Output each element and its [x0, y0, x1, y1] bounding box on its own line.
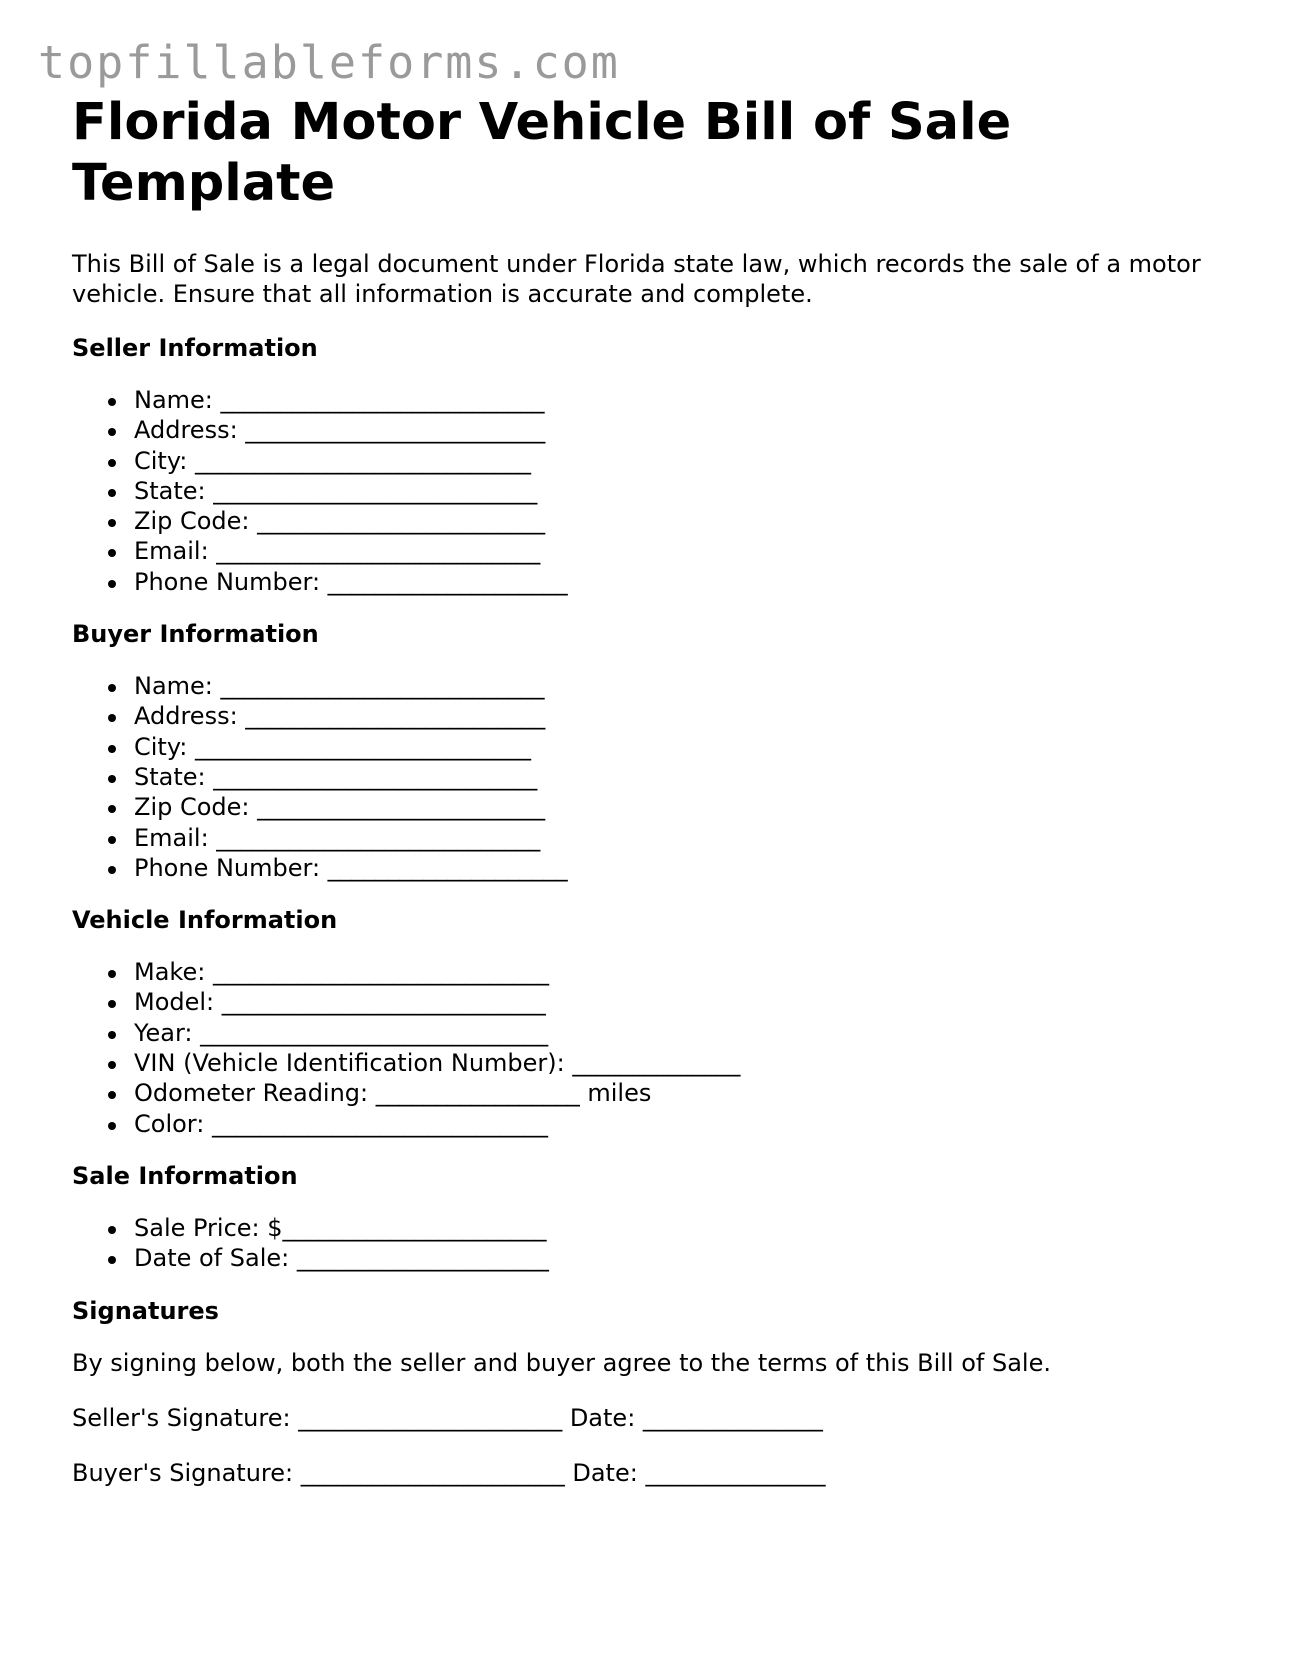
- buyer-zip-field[interactable]: Zip Code: ________________________: [134, 792, 1232, 822]
- buyer-address-field[interactable]: Address: _________________________: [134, 701, 1232, 731]
- vehicle-fields: [72, 957, 1232, 1139]
- sale-date-field[interactable]: Date of Sale: _____________________: [134, 1243, 1232, 1273]
- seller-name-field[interactable]: Name: ___________________________: [134, 385, 1232, 415]
- vehicle-make-field[interactable]: Make: ____________________________: [134, 957, 1232, 987]
- seller-heading: Seller Information: [72, 334, 318, 362]
- seller-signature-line[interactable]: Seller's Signature: ______________________ Date: _______________: [72, 1403, 823, 1432]
- seller-zip-field[interactable]: Zip Code: ________________________: [134, 506, 1232, 536]
- vehicle-year-field[interactable]: Year: _____________________________: [134, 1018, 1232, 1048]
- buyer-state-field[interactable]: State: ___________________________: [134, 762, 1232, 792]
- vehicle-color-field[interactable]: Color: ____________________________: [134, 1109, 1232, 1139]
- seller-city-field[interactable]: City: ____________________________: [134, 446, 1232, 476]
- buyer-signature-line[interactable]: Buyer's Signature: ______________________ Date: _______________: [72, 1458, 826, 1487]
- signatures-heading: Signatures: [72, 1296, 219, 1325]
- seller-email-field[interactable]: Email: ___________________________: [134, 536, 1232, 566]
- vehicle-vin-field[interactable]: VIN (Vehicle Identification Number): ______________: [134, 1048, 1232, 1078]
- seller-phone-field[interactable]: Phone Number: ____________________: [134, 567, 1232, 597]
- seller-state-field[interactable]: State: ___________________________: [134, 476, 1232, 506]
- seller-fields: [72, 385, 1232, 597]
- buyer-city-field[interactable]: City: ____________________________: [134, 732, 1232, 762]
- buyer-name-field[interactable]: Name: ___________________________: [134, 671, 1232, 701]
- sale-fields: [72, 1213, 1232, 1274]
- document: [72, 92, 1232, 1513]
- signatures-statement: By signing below, both the seller and buyer agree to the terms of this Bill of Sale.: [72, 1348, 1051, 1377]
- buyer-email-field[interactable]: Email: ___________________________: [134, 823, 1232, 853]
- vehicle-odometer-field[interactable]: Odometer Reading: _________________ miles: [134, 1078, 1232, 1108]
- intro-paragraph: This Bill of Sale is a legal document under Florida state law, which records the sale of a motor vehicle. Ensure that all information is accurate and complete.: [72, 250, 1201, 308]
- vehicle-heading: Vehicle Information: [72, 906, 338, 935]
- seller-address-field[interactable]: Address: _________________________: [134, 415, 1232, 445]
- vehicle-model-field[interactable]: Model: ___________________________: [134, 987, 1232, 1017]
- buyer-phone-field[interactable]: Phone Number: ____________________: [134, 853, 1232, 883]
- buyer-heading: Buyer Information: [72, 620, 319, 649]
- sale-price-field[interactable]: Sale Price: $______________________: [134, 1213, 1232, 1243]
- buyer-fields: [72, 671, 1232, 883]
- document-title: Florida Motor Vehicle Bill of Sale Template: [72, 93, 1012, 213]
- sale-heading: Sale Information: [72, 1161, 298, 1190]
- watermark: topfillableforms.com: [38, 36, 620, 89]
